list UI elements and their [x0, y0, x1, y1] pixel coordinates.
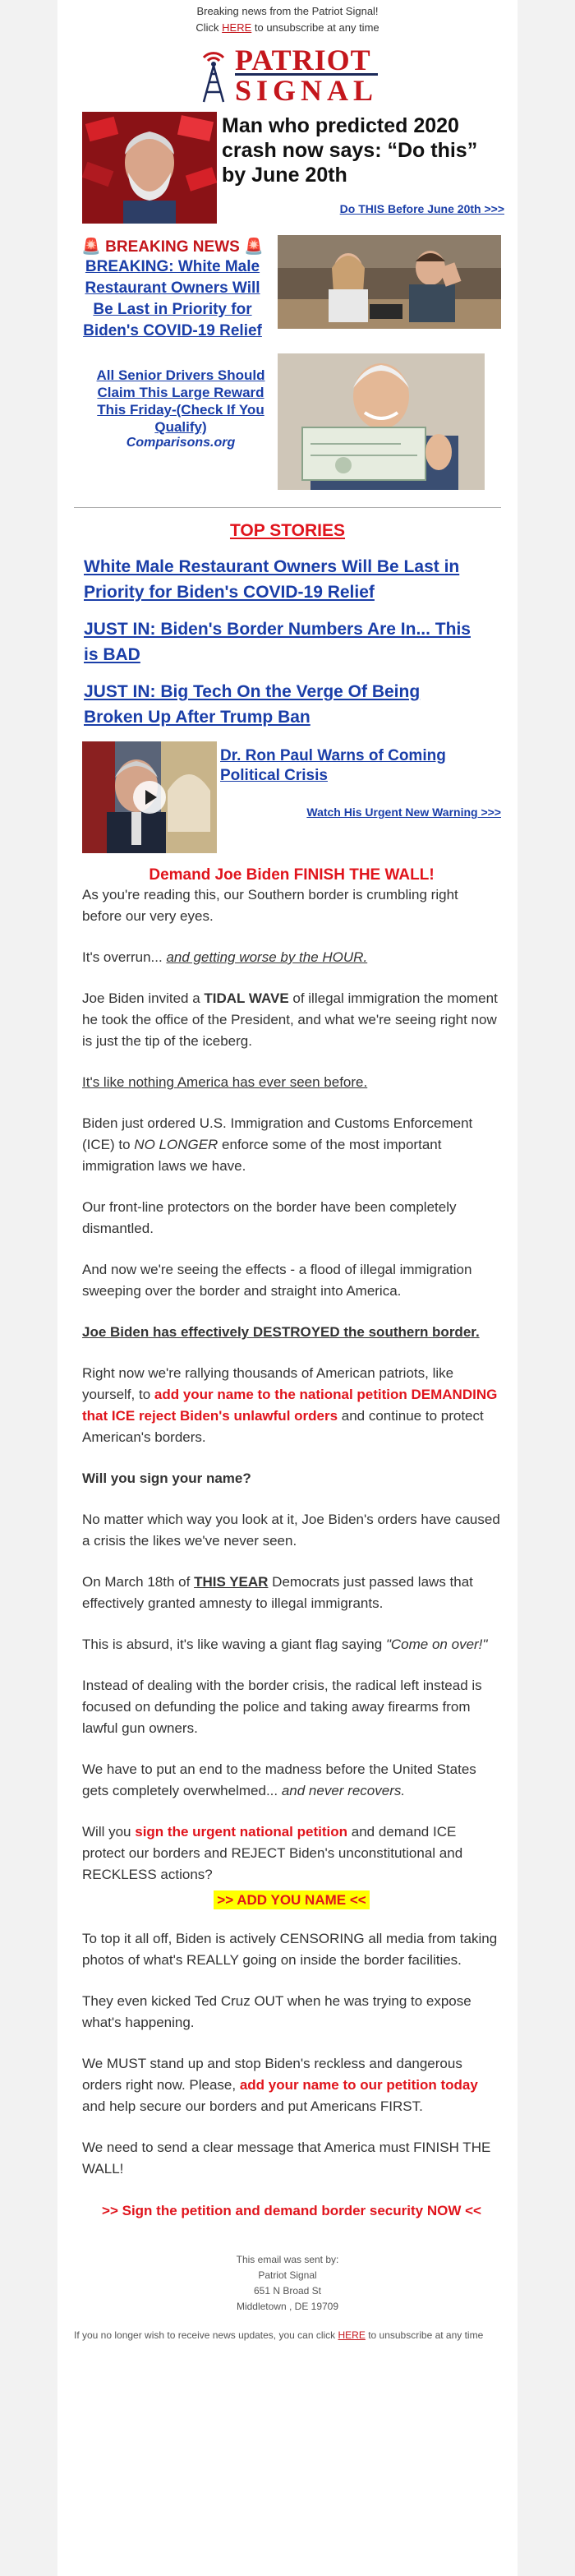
- ad-text: [217, 112, 504, 227]
- emphasis: THIS YEAR: [194, 1574, 269, 1590]
- ron-paul-ad-text: [217, 741, 501, 853]
- divider: [74, 507, 501, 508]
- petition-link[interactable]: sign the urgent national petition: [135, 1824, 348, 1840]
- breaking-news-label: 🚨 BREAKING NEWS 🚨: [81, 238, 264, 256]
- emphasis: and never recovers.: [281, 1783, 406, 1798]
- paragraph: [82, 1634, 501, 1655]
- paragraph: [82, 1113, 501, 1177]
- paragraph: [82, 2053, 501, 2117]
- paragraph: [82, 1363, 501, 1448]
- article-headline: Demand Joe Biden FINISH THE WALL!: [149, 866, 435, 884]
- sent-by: This email was sent by:: [236, 2254, 339, 2265]
- ron-paul-cta: [220, 806, 501, 819]
- preheader: [58, 0, 518, 36]
- senior-ad-row: [58, 353, 518, 494]
- petition-link[interactable]: add your name to our petition today: [239, 2077, 478, 2093]
- logo-line-2: SIGNAL: [234, 73, 379, 107]
- story-link-1[interactable]: White Male Restaurant Owners Will Be Last in Priority for Biden's COVID-19 Relief: [84, 557, 460, 602]
- ad-headline[interactable]: Man who predicted 2020 crash now says: “Do this” by June 20th: [222, 114, 478, 187]
- radio-tower-icon: [197, 46, 230, 104]
- text: Democrats just passed laws that effectively granted amnesty to illegal immigrants.: [82, 1574, 473, 1611]
- unsubscribe-link[interactable]: HERE: [222, 21, 252, 34]
- petition-link[interactable]: add your name to the national petition DEMANDING that ICE reject Biden's unlawful orders: [82, 1387, 498, 1424]
- logo[interactable]: [58, 43, 518, 107]
- email-body: [58, 0, 518, 2576]
- breaking-news-link[interactable]: BREAKING: White Male Restaurant Owners Will Be Last in Priority for Biden's COVID-19 Relief: [83, 258, 262, 339]
- logo-wordmark: [234, 43, 379, 107]
- senior-ad-link[interactable]: All Senior Drivers Should Claim This Large Reward This Friday-(Check If You Qualify): [96, 367, 265, 435]
- paragraph: [82, 947, 501, 968]
- text: Joe Biden invited a: [82, 990, 205, 1006]
- paragraph: Instead of dealing with the border crisis, the radical left instead is focused on defunding the police and taking away firearms from lawful gun owners.: [82, 1678, 482, 1736]
- footer-address: [58, 2252, 518, 2315]
- paragraph: Our front-line protectors on the border have been completely dismantled.: [82, 1199, 457, 1236]
- text: Right now we're rallying thousands of American patriots, like yourself, to: [82, 1365, 454, 1402]
- org-name: Patriot Signal: [258, 2269, 317, 2281]
- senior-ad-text: [74, 353, 278, 450]
- text: to unsubscribe at any time: [365, 2329, 484, 2341]
- top-stories-list: [58, 554, 518, 730]
- paragraph: And now we're seeing the effects - a flood of illegal immigration sweeping over the border and straight into America.: [82, 1262, 472, 1299]
- ad-crash-prediction[interactable]: [58, 112, 518, 227]
- text: We have to put an end to the madness before the United States gets completely overwhelmed...: [82, 1761, 476, 1798]
- text: enforce some of the most important immigration laws we have.: [82, 1137, 442, 1174]
- article-body: [58, 866, 518, 2219]
- emphasis: TIDAL WAVE: [204, 990, 289, 1006]
- ad-cta-link[interactable]: Do THIS Before June 20th >>>: [339, 202, 504, 215]
- text: It's overrun...: [82, 949, 167, 965]
- senior-check-photo[interactable]: [278, 353, 485, 494]
- click-text: Click: [196, 21, 223, 34]
- city: Middletown , DE 19709: [236, 2301, 339, 2312]
- ad-ron-paul[interactable]: [58, 741, 518, 853]
- senior-ad-source[interactable]: Comparisons.org: [126, 436, 236, 450]
- play-icon[interactable]: [133, 781, 166, 814]
- restaurant-photo[interactable]: [278, 235, 501, 333]
- paragraph: No matter which way you look at it, Joe Biden's orders have caused a crisis the likes we've never seen.: [82, 1512, 500, 1549]
- preheader-line: Breaking news from the Patriot Signal!: [196, 5, 379, 17]
- paragraph: Will you sign your name?: [82, 1470, 251, 1486]
- paragraph: [82, 1572, 501, 1614]
- emphasis: "Come on over!": [385, 1637, 488, 1652]
- paragraph: [82, 1821, 501, 1886]
- street: 651 N Broad St: [253, 2285, 322, 2297]
- breaking-news-row: [58, 235, 518, 342]
- text: We MUST stand up and stop Biden's reckless and dangerous orders right now. Please,: [82, 2056, 462, 2093]
- paragraph: [82, 988, 501, 1052]
- text: and demand ICE protect our borders and REJECT Biden's unconstitutional and RECKLESS actions?: [82, 1824, 463, 1882]
- emphasis: NO LONGER: [134, 1137, 218, 1152]
- story-link-2[interactable]: JUST IN: Biden's Border Numbers Are In... This is BAD: [84, 620, 471, 664]
- sign-petition-link[interactable]: >> Sign the petition and demand border security NOW <<: [102, 2203, 481, 2218]
- ad-cta: [222, 202, 504, 215]
- story-link-3[interactable]: JUST IN: Big Tech On the Verge Of Being Broken Up After Trump Ban: [84, 682, 421, 727]
- paragraph: We need to send a clear message that America must FINISH THE WALL!: [82, 2140, 491, 2177]
- ron-paul-headline[interactable]: Dr. Ron Paul Warns of Coming Political Crisis: [220, 747, 446, 784]
- text: Will you: [82, 1824, 136, 1840]
- unsub-text: to unsubscribe at any time: [251, 21, 380, 34]
- text: of illegal immigration the moment he took the office of the President, and what we're seeing right now is just the tip of the iceberg.: [82, 990, 498, 1049]
- add-name-label: >> ADD YOU NAME <<: [214, 1890, 369, 1909]
- ron-paul-cta-link[interactable]: Watch His Urgent New Warning >>>: [306, 806, 501, 819]
- add-name-button[interactable]: [214, 1894, 369, 1908]
- unsubscribe-line: [58, 20, 518, 36]
- footer-unsubscribe-link[interactable]: HERE: [338, 2329, 366, 2341]
- text: If you no longer wish to receive news updates, you can click: [74, 2329, 338, 2341]
- text: This is absurd, it's like waving a giant flag saying: [82, 1637, 386, 1652]
- ron-paul-video-thumbnail[interactable]: [82, 741, 217, 853]
- paragraph: As you're reading this, our Southern border is crumbling right before our very eyes.: [82, 887, 458, 924]
- footer-unsubscribe: [58, 2328, 518, 2343]
- paragraph: They even kicked Ted Cruz OUT when he was trying to expose what's happening.: [82, 1993, 472, 2030]
- logo-line-1: PATRIOT: [234, 43, 371, 76]
- text: and continue to protect American's borders.: [82, 1408, 484, 1445]
- ad-man-photo[interactable]: [82, 112, 217, 224]
- breaking-news-text: [74, 235, 278, 342]
- add-name-cta: [82, 1892, 501, 1909]
- text: Biden just ordered U.S. Immigration and Customs Enforcement (ICE) to: [82, 1115, 473, 1152]
- text: On March 18th of: [82, 1574, 195, 1590]
- paragraph: [82, 1759, 501, 1802]
- emphasis: and getting worse by the HOUR.: [166, 949, 368, 965]
- top-stories-heading: TOP STORIES: [229, 521, 346, 540]
- paragraph: To top it all off, Biden is actively CENSORING all media from taking photos of what's REALLY going on inside the border facilities.: [82, 1931, 498, 1968]
- text: and help secure our borders and put Americans FIRST.: [82, 2098, 423, 2114]
- final-cta: [82, 2203, 501, 2219]
- paragraph: It's like nothing America has ever seen before.: [82, 1074, 368, 1090]
- paragraph: Joe Biden has effectively DESTROYED the southern border.: [82, 1324, 480, 1340]
